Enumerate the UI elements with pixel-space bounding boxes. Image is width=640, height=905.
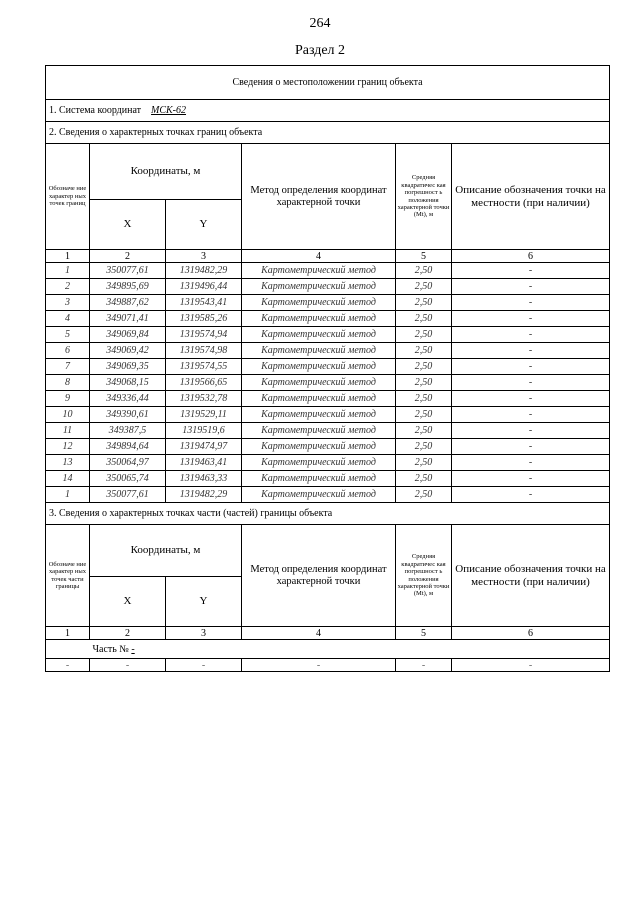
table-row [46, 391, 610, 407]
point-x: 349069,35 [90, 359, 166, 375]
point-number: 6 [46, 343, 90, 359]
point-accuracy: 2,50 [396, 375, 452, 391]
point-y: 1319482,29 [166, 487, 242, 503]
column-number: 6 [452, 250, 610, 263]
section-title: Раздел 2 [294, 43, 346, 58]
point-designation-header: Обозначе ние характер ных точек границ [46, 144, 90, 250]
point-accuracy: 2,50 [396, 311, 452, 327]
coord-system-label: 1. Система координат [49, 105, 142, 116]
point-accuracy: 2,50 [396, 295, 452, 311]
point-y: 1319463,33 [166, 471, 242, 487]
point-accuracy: 2,50 [396, 423, 452, 439]
column-number: 1 [46, 627, 90, 640]
point-description: - [452, 343, 610, 359]
point-y: 1319574,94 [166, 327, 242, 343]
point-method: Картометрический метод [242, 439, 396, 455]
point-description: - [452, 279, 610, 295]
point-description: - [452, 407, 610, 423]
point-method: Картометрический метод [242, 391, 396, 407]
table-row [46, 263, 610, 279]
part-description-header: Описание обозначения точки на местности (при наличии) [452, 525, 610, 627]
point-number: 8 [46, 375, 90, 391]
part-y-header: Y [166, 577, 242, 627]
column-number: 4 [242, 250, 396, 263]
part-spacer [46, 640, 90, 659]
part-accuracy-header: Средняя квадратичес кая погрешност ь положения характерной точки (Mt), м [396, 525, 452, 627]
point-y: 1319519,6 [166, 423, 242, 439]
point-x: 349387,5 [90, 423, 166, 439]
point-x: 349069,42 [90, 343, 166, 359]
table-title: Сведения о местоположении границ объекта [46, 66, 610, 100]
empty-cell: - [46, 659, 90, 672]
table-row [46, 439, 610, 455]
point-method: Картометрический метод [242, 327, 396, 343]
empty-cell: - [396, 659, 452, 672]
point-accuracy: 2,50 [396, 471, 452, 487]
part-point-designation-header: Обозначе ние характер ных точек части границы [46, 525, 90, 627]
point-y: 1319529,11 [166, 407, 242, 423]
point-method: Картометрический метод [242, 343, 396, 359]
point-y: 1319482,29 [166, 263, 242, 279]
point-number: 7 [46, 359, 90, 375]
boundary-table [45, 65, 610, 672]
point-number: 4 [46, 311, 90, 327]
part-method-header: Метод определения координат характерной точки [242, 525, 396, 627]
section3-title: 3. Сведения о характерных точках части (частей) границы объекта [46, 503, 610, 525]
point-x: 349071,41 [90, 311, 166, 327]
table-row [46, 327, 610, 343]
section2-title: 2. Сведения о характерных точках границ объекта [46, 122, 610, 144]
point-x: 350065,74 [90, 471, 166, 487]
point-y: 1319496,44 [166, 279, 242, 295]
table-row [46, 359, 610, 375]
point-number: 12 [46, 439, 90, 455]
accuracy-header: Средняя квадратичес кая погрешност ь положения характерной точки (Mt), м [396, 144, 452, 250]
point-number: 11 [46, 423, 90, 439]
point-accuracy: 2,50 [396, 455, 452, 471]
column-number: 5 [396, 627, 452, 640]
point-number: 14 [46, 471, 90, 487]
point-y: 1319574,55 [166, 359, 242, 375]
point-description: - [452, 487, 610, 503]
empty-cell: - [90, 659, 166, 672]
point-x: 349390,61 [90, 407, 166, 423]
part-label-row [90, 640, 610, 659]
point-description: - [452, 295, 610, 311]
point-method: Картометрический метод [242, 311, 396, 327]
empty-cell: - [242, 659, 396, 672]
table-row [46, 311, 610, 327]
page-number: 264 [309, 16, 331, 31]
table-row [46, 455, 610, 471]
coordinates-header: Координаты, м [90, 144, 242, 200]
column-number: 1 [46, 250, 90, 263]
point-accuracy: 2,50 [396, 487, 452, 503]
part-coordinates-header: Координаты, м [90, 525, 242, 577]
column-numbers-row [46, 250, 610, 263]
point-accuracy: 2,50 [396, 407, 452, 423]
point-x: 350064,97 [90, 455, 166, 471]
x-header: X [90, 200, 166, 250]
point-description: - [452, 423, 610, 439]
point-x: 349894,64 [90, 439, 166, 455]
point-number: 13 [46, 455, 90, 471]
column-number: 4 [242, 627, 396, 640]
column-numbers-row [46, 627, 610, 640]
empty-part-row [46, 659, 610, 672]
point-number: 1 [46, 487, 90, 503]
point-accuracy: 2,50 [396, 263, 452, 279]
point-accuracy: 2,50 [396, 343, 452, 359]
point-method: Картометрический метод [242, 375, 396, 391]
point-method: Картометрический метод [242, 295, 396, 311]
point-description: - [452, 375, 610, 391]
point-description: - [452, 359, 610, 375]
column-number: 6 [452, 627, 610, 640]
point-x: 349336,44 [90, 391, 166, 407]
point-number: 9 [46, 391, 90, 407]
point-description: - [452, 391, 610, 407]
point-y: 1319474,97 [166, 439, 242, 455]
point-number: 1 [46, 263, 90, 279]
point-description: - [452, 327, 610, 343]
column-number: 2 [90, 627, 166, 640]
point-method: Картометрический метод [242, 263, 396, 279]
point-y: 1319543,41 [166, 295, 242, 311]
point-accuracy: 2,50 [396, 391, 452, 407]
point-description: - [452, 455, 610, 471]
point-y: 1319463,41 [166, 455, 242, 471]
point-x: 350077,61 [90, 487, 166, 503]
point-y: 1319566,65 [166, 375, 242, 391]
table-row [46, 423, 610, 439]
column-number: 2 [90, 250, 166, 263]
point-x: 350077,61 [90, 263, 166, 279]
table-row [46, 407, 610, 423]
table-row [46, 471, 610, 487]
empty-cell: - [452, 659, 610, 672]
point-method: Картометрический метод [242, 279, 396, 295]
point-accuracy: 2,50 [396, 439, 452, 455]
description-header: Описание обозначения точки на местности (при наличии) [452, 144, 610, 250]
point-description: - [452, 263, 610, 279]
point-method: Картометрический метод [242, 407, 396, 423]
point-x: 349895,69 [90, 279, 166, 295]
point-accuracy: 2,50 [396, 279, 452, 295]
point-description: - [452, 311, 610, 327]
point-description: - [452, 439, 610, 455]
table-row [46, 343, 610, 359]
point-y: 1319532,78 [166, 391, 242, 407]
point-y: 1319574,98 [166, 343, 242, 359]
point-y: 1319585,26 [166, 311, 242, 327]
point-x: 349887,62 [90, 295, 166, 311]
coord-system-row [46, 100, 610, 122]
point-number: 2 [46, 279, 90, 295]
point-method: Картометрический метод [242, 359, 396, 375]
point-method: Картометрический метод [242, 423, 396, 439]
table-row [46, 295, 610, 311]
point-method: Картометрический метод [242, 455, 396, 471]
y-header: Y [166, 200, 242, 250]
part-x-header: X [90, 577, 166, 627]
method-header: Метод определения координат характерной точки [242, 144, 396, 250]
part-label: Часть № [92, 643, 129, 655]
column-number: 3 [166, 627, 242, 640]
part-value: - [131, 643, 135, 655]
column-number: 3 [166, 250, 242, 263]
point-accuracy: 2,50 [396, 359, 452, 375]
table-row [46, 375, 610, 391]
table-row [46, 487, 610, 503]
table-row [46, 279, 610, 295]
empty-cell: - [166, 659, 242, 672]
point-accuracy: 2,50 [396, 327, 452, 343]
point-description: - [452, 471, 610, 487]
column-number: 5 [396, 250, 452, 263]
point-method: Картометрический метод [242, 487, 396, 503]
point-x: 349068,15 [90, 375, 166, 391]
point-number: 3 [46, 295, 90, 311]
coord-system-value: МСК-62 [151, 105, 187, 116]
point-method: Картометрический метод [242, 471, 396, 487]
point-number: 5 [46, 327, 90, 343]
point-number: 10 [46, 407, 90, 423]
point-x: 349069,84 [90, 327, 166, 343]
